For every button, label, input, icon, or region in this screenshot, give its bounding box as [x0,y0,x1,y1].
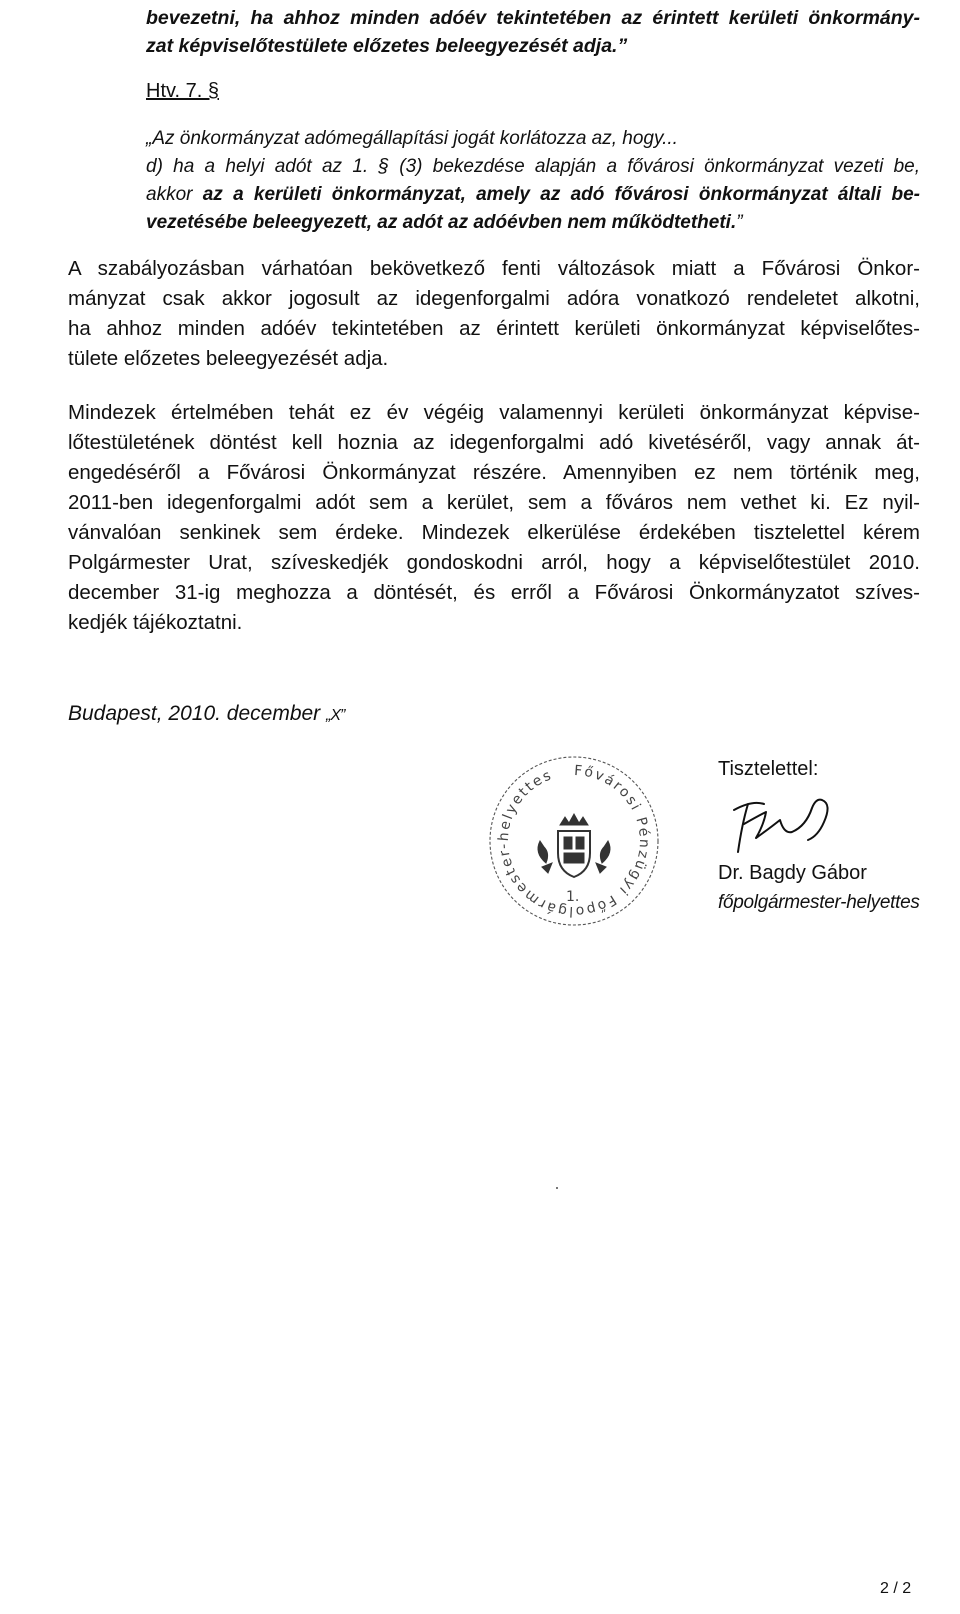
law-quote-line: d) ha a helyi adót az 1. § (3) bekezdése alapján a fővárosi önkormányzat vezeti be, [146,156,920,177]
stamp-number: 1. [566,889,580,905]
handwritten-signature [724,790,864,860]
stamp-ring-text: Fővárosi Pénzügyi Főpolgármester-helyettes [495,762,653,920]
paragraph-line: vánvalóan senkinek sem érdeke. Mindezek elkerülése érdekében tisztelettel kérem [68,521,920,544]
quote-intro-line: zat képviselőtestülete előzetes beleegyezését adja.” [146,35,628,57]
handwritten-day: „X” [326,707,345,724]
paragraph-line: kedjék tájékoztatni. [68,611,243,634]
scan-speck [556,1187,558,1189]
paragraph-regulation-change [68,254,920,374]
quote-intro-line: bevezetni, ha ahhoz minden adóév tekintetében az érintett kerületi önkormány- [146,7,920,29]
place-date-text: Budapest, 2010. december [68,702,321,725]
law-quote [146,125,920,237]
law-quote-line [146,181,920,209]
htv-section-reference: Htv. 7. § [146,80,219,102]
law-quote-bold: vezetésébe beleegyezett, az adót az adóévben nem működtetheti. [146,212,737,233]
paragraph-line: 2011-ben idegenforgalmi adót sem a kerület, sem a főváros nem vethet ki. Ez nyil- [68,491,920,514]
law-quote-line [146,209,920,237]
salutation: Tisztelettel: [718,758,819,780]
official-seal-stamp [488,745,660,935]
law-quote-plain: ” [736,212,743,233]
paragraph-line: lőtestületének döntést kell hoznia az idegenforgalmi adó kivetéséről, vagy annak át- [68,431,920,454]
paragraph-line: Mindezek értelmében tehát ez év végéig valamennyi kerületi önkormányzat képvise- [68,401,920,424]
quote-intro [146,4,920,60]
signer-title: főpolgármester-helyettes [718,892,920,913]
law-quote-plain: akkor [146,184,203,205]
paragraph-line: ha ahhoz minden adóév tekintetében az érintett kerületi önkormányzat képviselőtes- [68,317,920,340]
paragraph-line: A szabályozásban várhatóan bekövetkező fenti változások miatt a Fővárosi Önkor- [68,257,920,280]
paragraph-line: engedéséről a Fővárosi Önkormányzat részére. Amennyiben ez nem történik meg, [68,461,920,484]
paragraph-line: tülete előzetes beleegyezését adja. [68,347,389,370]
paragraph-line: Polgármester Urat, szíveskedjék gondoskodni arról, hogy a képviselőtestület 2010. [68,551,920,574]
coat-of-arms-icon [538,814,610,877]
page-number: 2 / 2 [880,1580,912,1597]
place-and-date [68,702,344,726]
paragraph-line: december 31-ig meghozza a döntését, és erről a Fővárosi Önkormányzatot szíves- [68,581,920,604]
law-quote-line: „Az önkormányzat adómegállapítási jogát korlátozza az, hogy... [146,128,678,149]
law-quote-bold: az a kerületi önkormányzat, amely az adó fővárosi önkormányzat általi be- [202,184,920,205]
signer-name: Dr. Bagdy Gábor [718,862,867,884]
paragraph-line: mányzat csak akkor jogosult az idegenforgalmi adóra vonatkozó rendeletet alkotni, [68,287,920,310]
paragraph-request [68,398,920,638]
